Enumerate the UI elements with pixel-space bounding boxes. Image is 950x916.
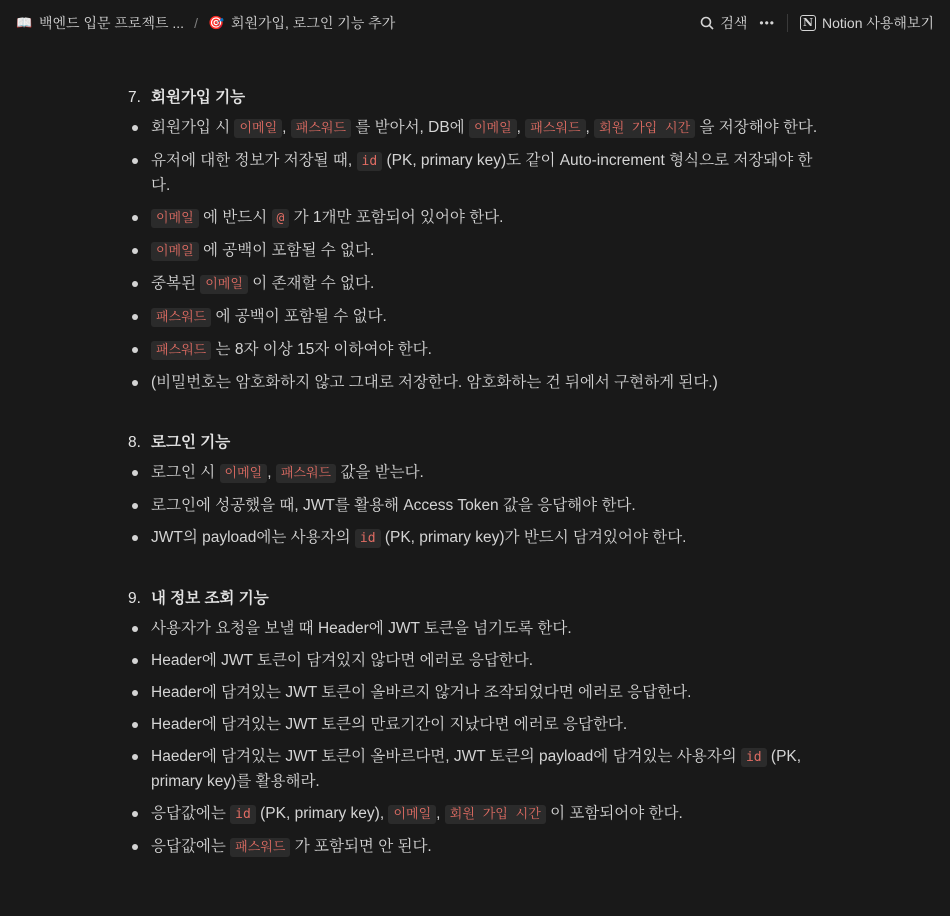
inline-code: 패스워드 (230, 838, 290, 857)
page-content (128, 80, 828, 868)
book-icon: 📖 (16, 14, 33, 30)
list-item (128, 272, 828, 297)
bullet-icon (132, 535, 138, 541)
inline-code: 이메일 (151, 242, 199, 261)
inline-code: 패스워드 (151, 341, 211, 360)
section (128, 581, 828, 860)
text-segment: 를 받아서, DB에 (351, 119, 469, 136)
text-segment: 로그인에 성공했을 때, JWT를 활용해 Access Token 값을 응답해야 한다. (151, 497, 636, 514)
text-segment: 중복된 (151, 275, 201, 292)
bullet-icon (132, 215, 138, 221)
section-number: 9. (128, 590, 141, 607)
breadcrumb-current[interactable] (208, 13, 395, 33)
bullet-icon (132, 658, 138, 664)
inline-code: id (741, 748, 767, 767)
text-segment: 값을 받는다. (336, 464, 424, 481)
list-item (128, 239, 828, 264)
inline-code: 회원 가입 시간 (594, 119, 695, 138)
text-segment: Header에 JWT 토큰이 담겨있지 않다면 에러로 응답한다. (151, 652, 534, 669)
text-segment: 을 저장해야 한다. (695, 119, 818, 136)
search-icon (700, 16, 714, 30)
text-segment: 응답값에는 (151, 805, 231, 822)
bullet-icon (132, 754, 138, 760)
section (128, 80, 828, 395)
bullet-icon (132, 811, 138, 817)
bullet-icon (132, 125, 138, 131)
text-segment: , (436, 805, 445, 822)
text-segment: 이 존재할 수 없다. (247, 275, 375, 292)
section-number: 7. (128, 89, 141, 106)
section-title: 회원가입 기능 (151, 89, 246, 106)
bullet-icon (132, 281, 138, 287)
inline-code: 이메일 (469, 119, 517, 138)
text-segment: , (516, 119, 526, 136)
text-segment: (PK, primary key)도 같이 Auto-increment 형식으로 저장돼야 한다. (151, 152, 813, 194)
more-options-button[interactable] (753, 12, 781, 34)
inline-code: 회원 가입 시간 (445, 805, 546, 824)
list-item (128, 681, 828, 705)
section-number: 8. (128, 434, 141, 451)
list-item (128, 338, 828, 363)
list-item (128, 617, 828, 641)
text-segment: Haeder에 담겨있는 JWT 토큰이 올바르다면, JWT 토큰의 payload에 담겨있는 사용자의 (151, 748, 741, 765)
list-item (128, 649, 828, 673)
bullet-icon (132, 844, 138, 850)
text-segment: 에 공백이 포함될 수 없다. (211, 308, 387, 325)
bullet-icon (132, 380, 138, 386)
inline-code: id (357, 152, 383, 171)
breadcrumb-separator: / (194, 14, 198, 31)
inline-code: 이메일 (220, 464, 268, 483)
bullet-icon (132, 248, 138, 254)
list-item (128, 149, 828, 198)
search-label: 검색 (720, 14, 748, 31)
target-icon: 🎯 (207, 14, 225, 30)
inline-code: 이메일 (234, 119, 282, 138)
inline-code: id (230, 805, 256, 824)
bullet-icon (132, 626, 138, 632)
text-segment: 가 포함되면 안 된다. (290, 838, 432, 855)
breadcrumb-current-label: 회원가입, 로그인 기능 추가 (230, 14, 396, 31)
text-segment: (비밀번호는 암호화하지 않고 그대로 저장한다. 암호화하는 건 뒤에서 구현하게 된다.) (151, 374, 718, 391)
text-segment: 는 8자 이상 15자 이하여야 한다. (211, 341, 432, 358)
section (128, 425, 828, 551)
text-segment: (PK, primary key), (255, 805, 389, 822)
section-title: 내 정보 조회 기능 (151, 590, 269, 607)
text-segment: , (267, 464, 276, 481)
breadcrumb-parent[interactable] (16, 13, 184, 33)
text-segment: 에 공백이 포함될 수 없다. (198, 242, 375, 259)
inline-code: 패스워드 (276, 464, 336, 483)
text-segment: 유저에 대한 정보가 저장될 때, (151, 152, 357, 169)
text-segment: 가 1개만 포함되어 있어야 한다. (289, 209, 504, 226)
bullet-icon (132, 314, 138, 320)
bullet-icon (132, 722, 138, 728)
list-item (128, 494, 828, 518)
text-segment: 에 반드시 (198, 209, 272, 226)
list-item (128, 802, 828, 827)
text-segment: JWT의 payload에는 사용자의 (151, 529, 355, 546)
section-heading (128, 425, 828, 461)
text-segment: 사용자가 요청을 보낼 때 Header에 JWT 토큰을 넘기도록 한다. (151, 620, 572, 637)
search-button[interactable] (694, 9, 753, 37)
text-segment: (PK, primary key)를 활용해라. (151, 748, 802, 790)
text-segment: 이 포함되어야 한다. (545, 805, 683, 822)
top-bar (0, 0, 950, 45)
try-notion-label: Notion 사용해보기 (822, 14, 934, 31)
inline-code: id (355, 529, 381, 548)
list-item (128, 461, 828, 486)
bullet-icon (132, 503, 138, 509)
list-item (128, 305, 828, 330)
text-segment: 로그인 시 (151, 464, 220, 481)
list-item (128, 745, 828, 794)
inline-code: 이메일 (200, 275, 248, 294)
text-segment: Header에 담겨있는 JWT 토큰이 올바르지 않거나 조작되었다면 에러로 응답한다. (151, 684, 692, 701)
notion-logo-icon: N (800, 15, 816, 31)
inline-code: 이메일 (388, 805, 436, 824)
inline-code: 패스워드 (291, 119, 351, 138)
list-item (128, 371, 828, 395)
text-segment: , (282, 119, 291, 136)
spacer (128, 559, 828, 581)
text-segment: Header에 담겨있는 JWT 토큰의 만료기간이 지났다면 에러로 응답한다. (151, 716, 628, 733)
spacer (128, 403, 828, 425)
list-item (128, 116, 828, 141)
bullet-icon (132, 158, 138, 164)
text-segment: 응답값에는 (151, 838, 231, 855)
section-heading (128, 581, 828, 617)
inline-code: 이메일 (151, 209, 199, 228)
text-segment: , (585, 119, 595, 136)
try-notion-button[interactable] (794, 9, 940, 37)
bullet-icon (132, 470, 138, 476)
more-icon: ••• (759, 15, 776, 30)
inline-code: 패스워드 (151, 308, 211, 327)
bullet-icon (132, 347, 138, 353)
text-segment: (PK, primary key)가 반드시 담겨있어야 한다. (380, 529, 687, 546)
text-segment: 회원가입 시 (151, 119, 235, 136)
list-item (128, 206, 828, 231)
list-item (128, 526, 828, 551)
breadcrumb-parent-label: 백엔드 입문 프로젝트 ... (39, 14, 185, 31)
list-item (128, 835, 828, 860)
divider (787, 14, 788, 32)
inline-code: @ (272, 209, 290, 228)
section-heading (128, 80, 828, 116)
inline-code: 패스워드 (525, 119, 585, 138)
section-title: 로그인 기능 (151, 434, 231, 451)
bullet-icon (132, 690, 138, 696)
list-item (128, 713, 828, 737)
